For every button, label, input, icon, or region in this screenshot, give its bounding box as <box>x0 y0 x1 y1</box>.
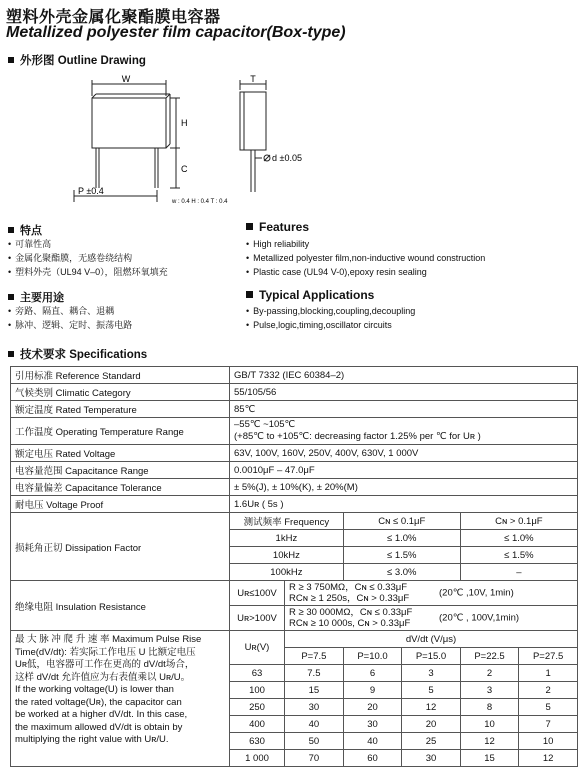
table-row: 10kHz ≤ 1.5% ≤ 1.5% <box>11 547 578 564</box>
ir-label: 绝缘电阻 Insulation Resistance <box>11 581 230 631</box>
spec-value: 63V, 100V, 160V, 250V, 400V, 630V, 1 000V <box>230 445 578 462</box>
table-row: 1 000 70 60 30 15 12 <box>11 750 578 767</box>
spec-table <box>10 366 578 767</box>
table-row: 630 50 40 25 12 10 <box>11 733 578 750</box>
list-item: • 脉冲、逻辑、定时、振荡电路 <box>8 318 132 332</box>
list-item: • By-passing,blocking,coupling,decoupling <box>246 304 415 318</box>
title-chinese: 塑料外壳金属化聚酯膜电容器 <box>6 9 221 26</box>
list-item: • Pulse,logic,timing,oscillator circuits <box>246 318 415 332</box>
pitch-header: P=22.5 <box>460 648 519 665</box>
list-item: • High reliability <box>246 237 485 251</box>
table-row <box>11 513 578 530</box>
dim-d-label: d ±0.05 <box>272 153 302 163</box>
table-row: 100 15 9 5 3 2 <box>11 682 578 699</box>
ur-header: Uʀ(V) <box>230 631 285 665</box>
spec-label: 引用标准 Reference Standard <box>11 367 230 384</box>
table-row: 63 7.5 6 3 2 1 <box>11 665 578 682</box>
table-row <box>11 479 578 496</box>
pitch-header: P=7.5 <box>285 648 344 665</box>
ir-condition: Uʀ≤100V <box>230 581 285 606</box>
spec-value: GB/T 7332 (IEC 60384–2) <box>230 367 578 384</box>
list-item: • 塑料外壳（UL94 V–0），阻燃环氧填充 <box>8 265 168 279</box>
outline-heading-text: 外形图 Outline Drawing <box>20 55 146 67</box>
df-header: 测试频率 Frequency <box>230 513 344 530</box>
spec-value: –55℃ ~105℃ (+85℃ to +105℃: decreasing factor 1.25% per ℃ for Uʀ ) <box>230 418 578 445</box>
table-row: 1kHz ≤ 1.0% ≤ 1.0% <box>11 530 578 547</box>
pitch-header: P=15.0 <box>402 648 461 665</box>
df-header: Cɴ ≤ 0.1μF <box>343 513 460 530</box>
table-row <box>11 496 578 513</box>
spec-value: 55/105/56 <box>230 384 578 401</box>
dvdt-header: dV/dt (V/μs) <box>285 631 578 648</box>
features-en-heading: Features <box>246 220 309 234</box>
spec-value: 0.0010μF – 47.0μF <box>230 462 578 479</box>
df-header: Cɴ > 0.1μF <box>460 513 577 530</box>
features-cn-heading: 特点 <box>8 222 42 238</box>
pulse-label: 最 大 脉 冲 爬 升 速 率 Maximum Pulse Rise Time(dV/dt): 若实际工作电压 U 比额定电压 Uʀ低，电容器可工作在更高的 dV/dt场合， 这样 dV/dt 允许值应为右表值乘以 Uʀ/U。 If the working voltage(U) is lower than the rated voltage(Uʀ), the capacitor can be worked at a higher dV/dt. In this case, the maximum allowed dV/dt is obtain by multiplying the right value with Uʀ/U. <box>11 631 230 767</box>
df-label: 损耗角正切 Dissipation Factor <box>11 513 230 581</box>
list-item: • Metallized polyester film,non-inductive wound construction <box>246 251 485 265</box>
table-row <box>11 418 578 445</box>
dim-w-label: W <box>121 74 131 84</box>
square-bullet-icon <box>8 57 14 63</box>
list-item: • 金属化聚酯膜，无感卷绕结构 <box>8 251 168 265</box>
spec-value: 85℃ <box>230 401 578 418</box>
square-bullet-icon <box>8 351 14 357</box>
spec-label: 电容量范围 Capacitance Range <box>11 462 230 479</box>
dim-c-label: C <box>181 164 188 174</box>
pitch-header: P=27.5 <box>519 648 578 665</box>
square-bullet-icon <box>8 227 14 233</box>
table-row: 400 40 30 20 10 7 <box>11 716 578 733</box>
spec-value: ± 5%(J), ± 10%(K), ± 20%(M) <box>230 479 578 496</box>
title-english: Metallized polyester film capacitor(Box-type) <box>6 24 346 41</box>
table-row <box>11 367 578 384</box>
square-bullet-icon <box>8 294 14 300</box>
pitch-header: P=10.0 <box>343 648 402 665</box>
list-item: • 旁路、隔直、耦合、退耦 <box>8 304 132 318</box>
list-item: • Plastic case (UL94 V-0),epoxy resin sealing <box>246 265 485 279</box>
tolerance-note: w : 0.4 H : 0.4 T : 0.4 <box>172 199 228 205</box>
square-bullet-icon <box>246 291 253 298</box>
spec-label: 气候类别 Climatic Category <box>11 384 230 401</box>
table-row <box>11 631 578 648</box>
table-row: Uʀ>100V R ≥ 30 000MΩ，Cɴ ≤ 0.33μF RCɴ ≥ 10 000s, Cɴ > 0.33μF (20℃ , 100V,1min) <box>11 606 578 631</box>
features-en-list <box>246 237 485 279</box>
spec-label: 额定电压 Rated Voltage <box>11 445 230 462</box>
outline-heading <box>8 52 146 68</box>
spec-label: 工作温度 Operating Temperature Range <box>11 418 230 445</box>
capacitor-body <box>92 98 166 148</box>
table-row <box>11 445 578 462</box>
dim-p-label: P ±0.4 <box>78 186 104 196</box>
dim-h-label: H <box>181 118 188 128</box>
spec-value: 1.6Uʀ ( 5s ) <box>230 496 578 513</box>
apps-en-heading: Typical Applications <box>246 288 374 302</box>
spec-label: 电容量偏差 Capacitance Tolerance <box>11 479 230 496</box>
outline-drawing <box>0 70 581 210</box>
apps-cn-list <box>8 304 132 332</box>
table-row <box>11 462 578 479</box>
features-cn-list <box>8 237 168 279</box>
apps-cn-heading: 主要用途 <box>8 289 64 305</box>
dim-t-label: T <box>250 74 256 84</box>
spec-heading: 技术要求 Specifications <box>8 346 147 362</box>
spec-label: 额定温度 Rated Temperature <box>11 401 230 418</box>
table-row: 绝缘电阻 Insulation Resistance Uʀ≤100V R ≥ 3 750MΩ，Cɴ ≤ 0.33μF RCɴ ≥ 1 250s，Cɴ > 0.33μF (20℃ ,10V, 1min) <box>11 581 578 606</box>
table-row: 250 30 20 12 8 5 <box>11 699 578 716</box>
table-row <box>11 384 578 401</box>
square-bullet-icon <box>246 223 253 230</box>
list-item: • 可靠性高 <box>8 237 168 251</box>
table-row <box>11 401 578 418</box>
apps-en-list <box>246 304 415 332</box>
ir-condition: Uʀ>100V <box>230 606 285 631</box>
table-row: 100kHz ≤ 3.0% – <box>11 564 578 581</box>
spec-label: 耐电压 Voltage Proof <box>11 496 230 513</box>
